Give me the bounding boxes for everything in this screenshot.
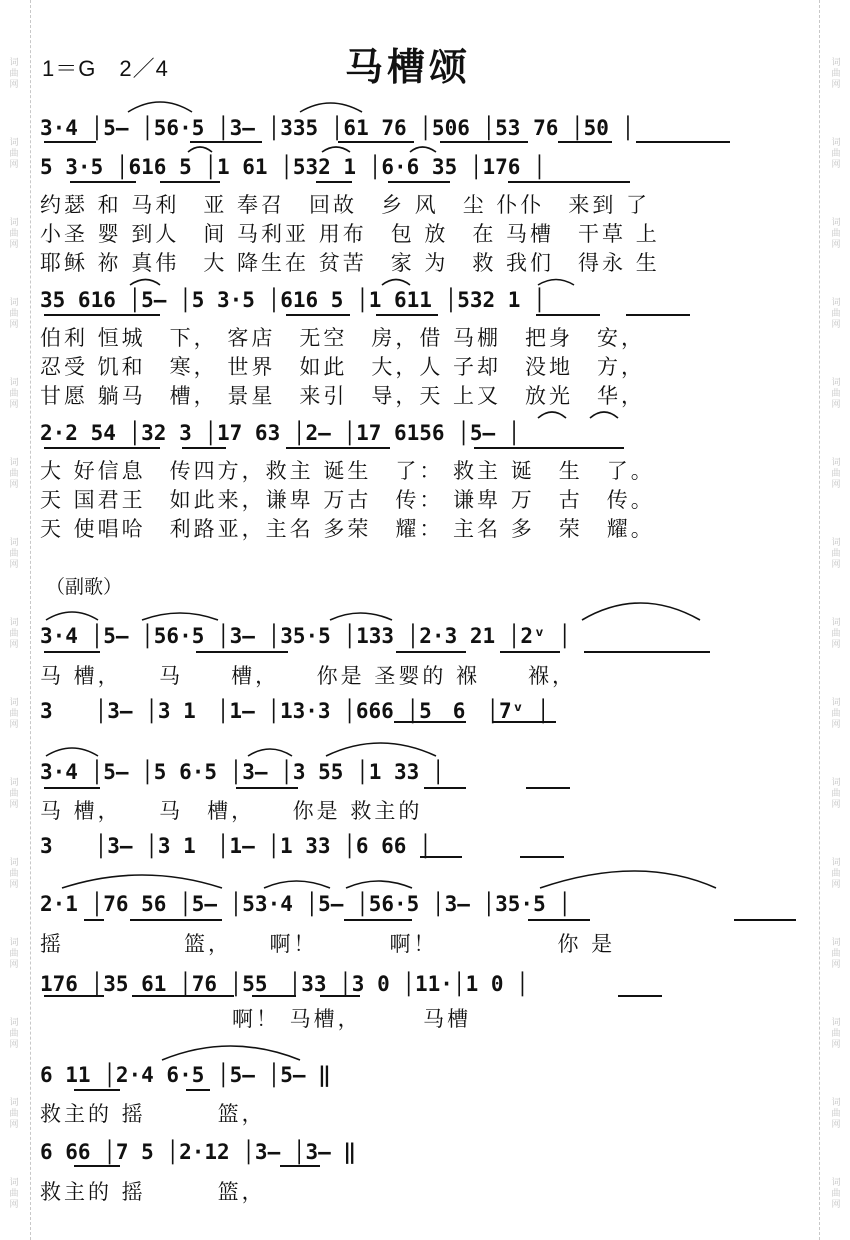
watermark-text: 词 曲 网 (831, 538, 841, 570)
watermark-text: 词 曲 网 (831, 858, 841, 890)
slur-mark (130, 280, 160, 286)
chorus-lyric-3: 摇 篮， 啊！ 啊！ 你 是 (40, 932, 616, 956)
verse-notes-1: 3·4 │5— │56·5 │3— │335 │61 76 │506 │53 76 │50 │ (40, 116, 635, 140)
chorus-notes-3: 2·1 │76 56 │5— │53·4 │5— │56·5 │3— │35·5 │ (40, 892, 572, 916)
chorus-lyric-5: 救主的 摇 篮， (40, 1102, 266, 1126)
slur-mark (382, 280, 410, 286)
verse-lyric-2-1: 约瑟 和 马利 亚 奉召 回故 乡 风 尘 仆仆 来到 了 (40, 193, 651, 217)
watermark-text: 词 曲 网 (831, 1098, 841, 1130)
watermark-text: 词 曲 网 (9, 298, 19, 330)
watermark-text: 词 曲 网 (831, 618, 841, 650)
chorus-lyric-1: 马 槽， 马 槽， 你是 圣婴的 褓 褓， (40, 664, 577, 688)
watermark-text: 词 曲 网 (831, 298, 841, 330)
key-signature: 1＝G 2／4 (42, 56, 169, 81)
slur-mark (582, 603, 700, 620)
watermark-text: 词 曲 网 (831, 378, 841, 410)
verse-notes-2: 5 3·5 │616 5 │1 61 │532 1 │6·6 35 │176 │ (40, 155, 546, 179)
slur-mark (46, 748, 98, 756)
watermark-text: 词 曲 网 (831, 1018, 841, 1050)
verse-lyric-4-2: 天 国君王 如此来，谦卑 万古 传： 谦卑 万 古 传。 (40, 488, 655, 512)
slur-mark (188, 147, 212, 152)
slur-mark (300, 103, 362, 112)
slur-mark (538, 280, 574, 286)
watermark-text: 词 曲 网 (831, 938, 841, 970)
watermark-text: 词 曲 网 (9, 58, 19, 90)
watermark-text: 词 曲 网 (9, 378, 19, 410)
watermark-text: 词 曲 网 (9, 1018, 19, 1050)
slur-mark (62, 875, 222, 888)
chorus-lower-3: 176 │35 61 │76 │55 │33 │3 0 │11·│1 0 │ (40, 972, 529, 996)
watermark-text: 词 曲 网 (9, 1098, 19, 1130)
verse-lyric-2-2: 小圣 婴 到人 间 马利亚 用布 包 放 在 马槽 干草 上 (40, 222, 660, 246)
slur-mark (538, 412, 566, 418)
watermark-text: 词 曲 网 (9, 778, 19, 810)
watermark-text: 词 曲 网 (9, 698, 19, 730)
watermark-text: 词 曲 网 (9, 938, 19, 970)
slur-mark (128, 102, 192, 112)
watermark-text: 词 曲 网 (9, 458, 19, 490)
chorus-lyric-2: 马 槽， 马 槽， 你是 救主的 (40, 799, 423, 823)
slur-mark (540, 871, 716, 888)
watermark-text: 词 曲 网 (9, 538, 19, 570)
slur-mark (322, 147, 350, 152)
slur-mark (162, 1046, 300, 1060)
verse-lyric-2-3: 耶稣 祢 真伟 大 降生在 贫苦 家 为 救 我们 得永 生 (40, 251, 660, 275)
slur-mark (330, 613, 392, 620)
slur-mark (346, 881, 412, 888)
slur-mark (142, 613, 218, 620)
watermark-text: 词 曲 网 (831, 778, 841, 810)
watermark-text: 词 曲 网 (831, 698, 841, 730)
verse-lyric-3-2: 忍受 饥和 寒， 世界 如此 大，人 子却 没地 方， (40, 355, 646, 379)
chorus-lyric-4: 啊！ 马槽， 马槽 (40, 1007, 472, 1031)
watermark-text: 词 曲 网 (9, 1178, 19, 1210)
watermark-text: 词 曲 网 (831, 58, 841, 90)
chorus-lower-1: 3 │3— │3 1 │1— │13·3 │666 │5 6 │7ᵛ │ (40, 699, 550, 723)
chorus-notes-5: 6 11 │2·4 6·5 │5— │5— ‖ (40, 1063, 331, 1087)
watermark-text: 词 曲 网 (831, 138, 841, 170)
slur-mark (590, 412, 618, 418)
chorus-notes-1: 3·4 │5— │56·5 │3— │35·5 │133 │2·3 21 │2ᵛ │ (40, 624, 572, 648)
chorus-lyric-6: 救主的 摇 篮， (40, 1180, 266, 1204)
verse-lyric-3-1: 伯利 恒城 下， 客店 无空 房，借 马棚 把身 安， (40, 326, 646, 350)
verse-lyric-4-1: 大 好信息 传四方，救主 诞生 了： 救主 诞 生 了。 (40, 459, 655, 483)
watermark-text: 词 曲 网 (831, 1178, 841, 1210)
slur-mark (326, 743, 436, 756)
slur-mark (248, 749, 292, 756)
verse-lyric-3-3: 甘愿 躺马 槽， 景星 来引 导，天 上又 放光 华， (40, 384, 646, 408)
watermark-text: 词 曲 网 (9, 618, 19, 650)
verse-notes-4: 2·2 54 │32 3 │17 63 │2— │17 6156 │5— │ (40, 421, 521, 445)
page-title: 马槽颂 (345, 44, 472, 89)
verse-lyric-4-3: 天 使唱哈 利路亚，主名 多荣 耀： 主名 多 荣 耀。 (40, 517, 655, 541)
watermark-text: 词 曲 网 (831, 218, 841, 250)
slur-mark (264, 881, 330, 888)
verse-notes-3: 35 616 │5— │5 3·5 │616 5 │1 611 │532 1 │ (40, 288, 546, 312)
slur-mark (410, 147, 436, 152)
slur-mark (46, 612, 98, 620)
watermark-text: 词 曲 网 (831, 458, 841, 490)
watermark-text: 词 曲 网 (9, 138, 19, 170)
chorus-notes-2: 3·4 │5— │5 6·5 │3— │3 55 │1 33 │ (40, 760, 445, 784)
chorus-label: （副歌） (46, 576, 123, 598)
chorus-lower-2: 3 │3— │3 1 │1— │1 33 │6 66 │ (40, 834, 432, 858)
watermark-text: 词 曲 网 (9, 858, 19, 890)
watermark-text: 词 曲 网 (9, 218, 19, 250)
chorus-notes-6: 6 66 │7 5 │2·12 │3— │3— ‖ (40, 1140, 357, 1164)
